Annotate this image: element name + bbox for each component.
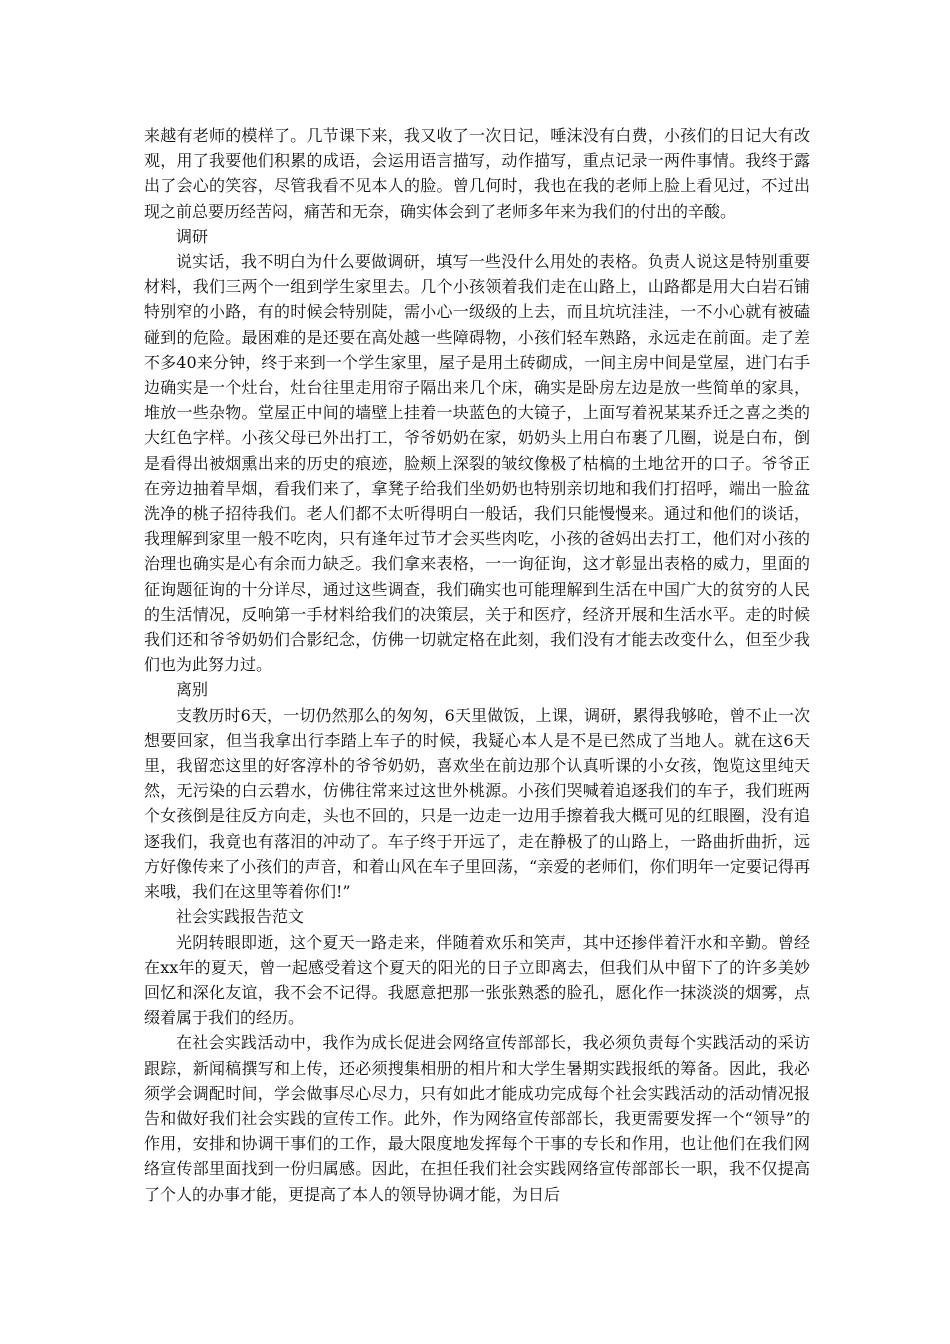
section-heading-research: 调研	[176, 226, 209, 246]
paragraph-publicity-role: 在社会实践活动中，我作为成长促进会网络宣传部部长，我必须负责每个实践活动的采访跟踪，新闻稿撰写和上传，还必须搜集相册的相片和大学生暑期实践报纸的筹备。因此，我必须学会调配时间，学会做事尽心尽力，只有如此才能成功完成每个社会实践活动的活动情况报告和做好我们社会实践的宣传工作。此外，作为网络宣传部部长，我更需要发挥一个“领导”的作用，安排和协调干事们的工作，最大限度地发挥每个干事的专长和作用，也让他们在我们网络宣传部里面找到一份归属感。因此，在担任我们社会实践网络宣传部部长一职，我不仅提高了个人的办事才能，更提高了本人的领导协调才能，为日后	[144, 1033, 810, 1204]
section-heading-report-sample: 社会实践报告范文	[176, 907, 305, 927]
document-body	[144, 123, 810, 1207]
section-heading-farewell: 离别	[176, 680, 209, 700]
paragraph-diary-conclusion: 来越有老师的模样了。几节课下来，我又收了一次日记，唾沫没有白费，小孩们的日记大有改观，用了我要他们积累的成语，会运用语言描写，动作描写，重点记录一两件事情。我终于露出了会心的笑容，尽管我看不见本人的脸。曾几何时，我也在我的老师上脸上看见过，不过出现之前总要历经苦闷，痛苦和无奈，确实体会到了老师多年来为我们的付出的辛酸。	[144, 126, 810, 221]
paragraph-summer-memories: 光阴转眼即逝，这个夏天一路走来，伴随着欢乐和笑声，其中还掺伴着汗水和辛勤。曾经在xx年的夏天，曾一起感受着这个夏天的阳光的日子立即离去，但我们从中留下了的许多美妙回忆和深化友谊，我不会不记得。我愿意把那一张张熟悉的脸孔，愿化作一抹淡淡的烟雾，点缀着属于我们的经历。	[144, 932, 810, 1028]
paragraph-research: 说实话，我不明白为什么要做调研，填写一些没什么用处的表格。负责人说这是特别重要材料，我们三两个一组到学生家里去。几个小孩领着我们走在山路上，山路都是用大白岩石铺特别窄的小路，有的时候会特别陡，需小心一级级的上去，而且坑坑洼洼，一不小心就有被磕碰到的危险。最困难的是还要在高处越一些障碍物，小孩们轻车熟路，永远走在前面。走了差不多40来分钟，终于来到一个学生家里，屋子是用土砖砌成，一间主房中间是堂屋，进门右手边确实是一个灶台，灶台往里走用帘子隔出来几个床，确实是卧房左边是放一些简单的家具，堆放一些杂物。堂屋正中间的墙壁上挂着一块蓝色的大镜子，上面写着祝某某乔迁之喜之类的大红色字样。小孩父母已外出打工，爷爷奶奶在家，奶奶头上用白布裹了几圈，说是白布，倒是看得出被烟熏出来的历史的痕迹，脸颊上深裂的皱纹像极了枯槁的土地岔开的口子。爷爷正在旁边抽着旱烟，看我们来了，拿凳子给我们坐奶奶也特别亲切地和我们打招呼，端出一脸盆洗净的桃子招待我们。老人们都不太听得明白一般话，我们只能慢慢来。通过和他们的谈话，我理解到家里一般不吃肉，只有逢年过节才会买些肉吃，小孩的爸妈出去打工，他们对小孩的治理也确实是心有余而力缺乏。我们拿来表格，一一询征询，这才彰显出表格的威力，里面的征询题征询的十分详尽，通过这些调查，我们确实也可能理解到生活在中国广大的贫穷的人民的生活情况，反响第一手材料给我们的决策层，关于和医疗，经济开展和生活水平。走的时候我们还和爷爷奶奶们合影纪念，仿佛一切就定格在此刻，我们没有才能去改变什么，但至少我们也为此努力过。	[144, 252, 810, 675]
paragraph-farewell: 支教历时6天，一切仍然那么的匆匆，6天里做饭，上课，调研，累得我够呛，曾不止一次想要回家，但当我拿出行李踏上车子的时候，我疑心本人是不是已然成了当地人。就在这6天里，我留恋这里的好客淳朴的爷爷奶奶，喜欢坐在前边那个认真听课的小女孩，饱览这里纯天然，无污染的白云碧水，仿佛往常来过这世外桃源。小孩们哭喊着追逐我们的车子，我们班两个女孩倒是往反方向走，头也不回的，只是一边走一边用手擦着我大概可见的红眼圈，没有追逐我们，我竟也有落泪的冲动了。车子终于开远了，走在静极了的山路上，一路曲折曲折，远方好像传来了小孩们的声音，和着山风在车子里回荡，“亲爱的老师们，你们明年一定要记得再来哦，我们在这里等着你们!”	[144, 705, 810, 902]
